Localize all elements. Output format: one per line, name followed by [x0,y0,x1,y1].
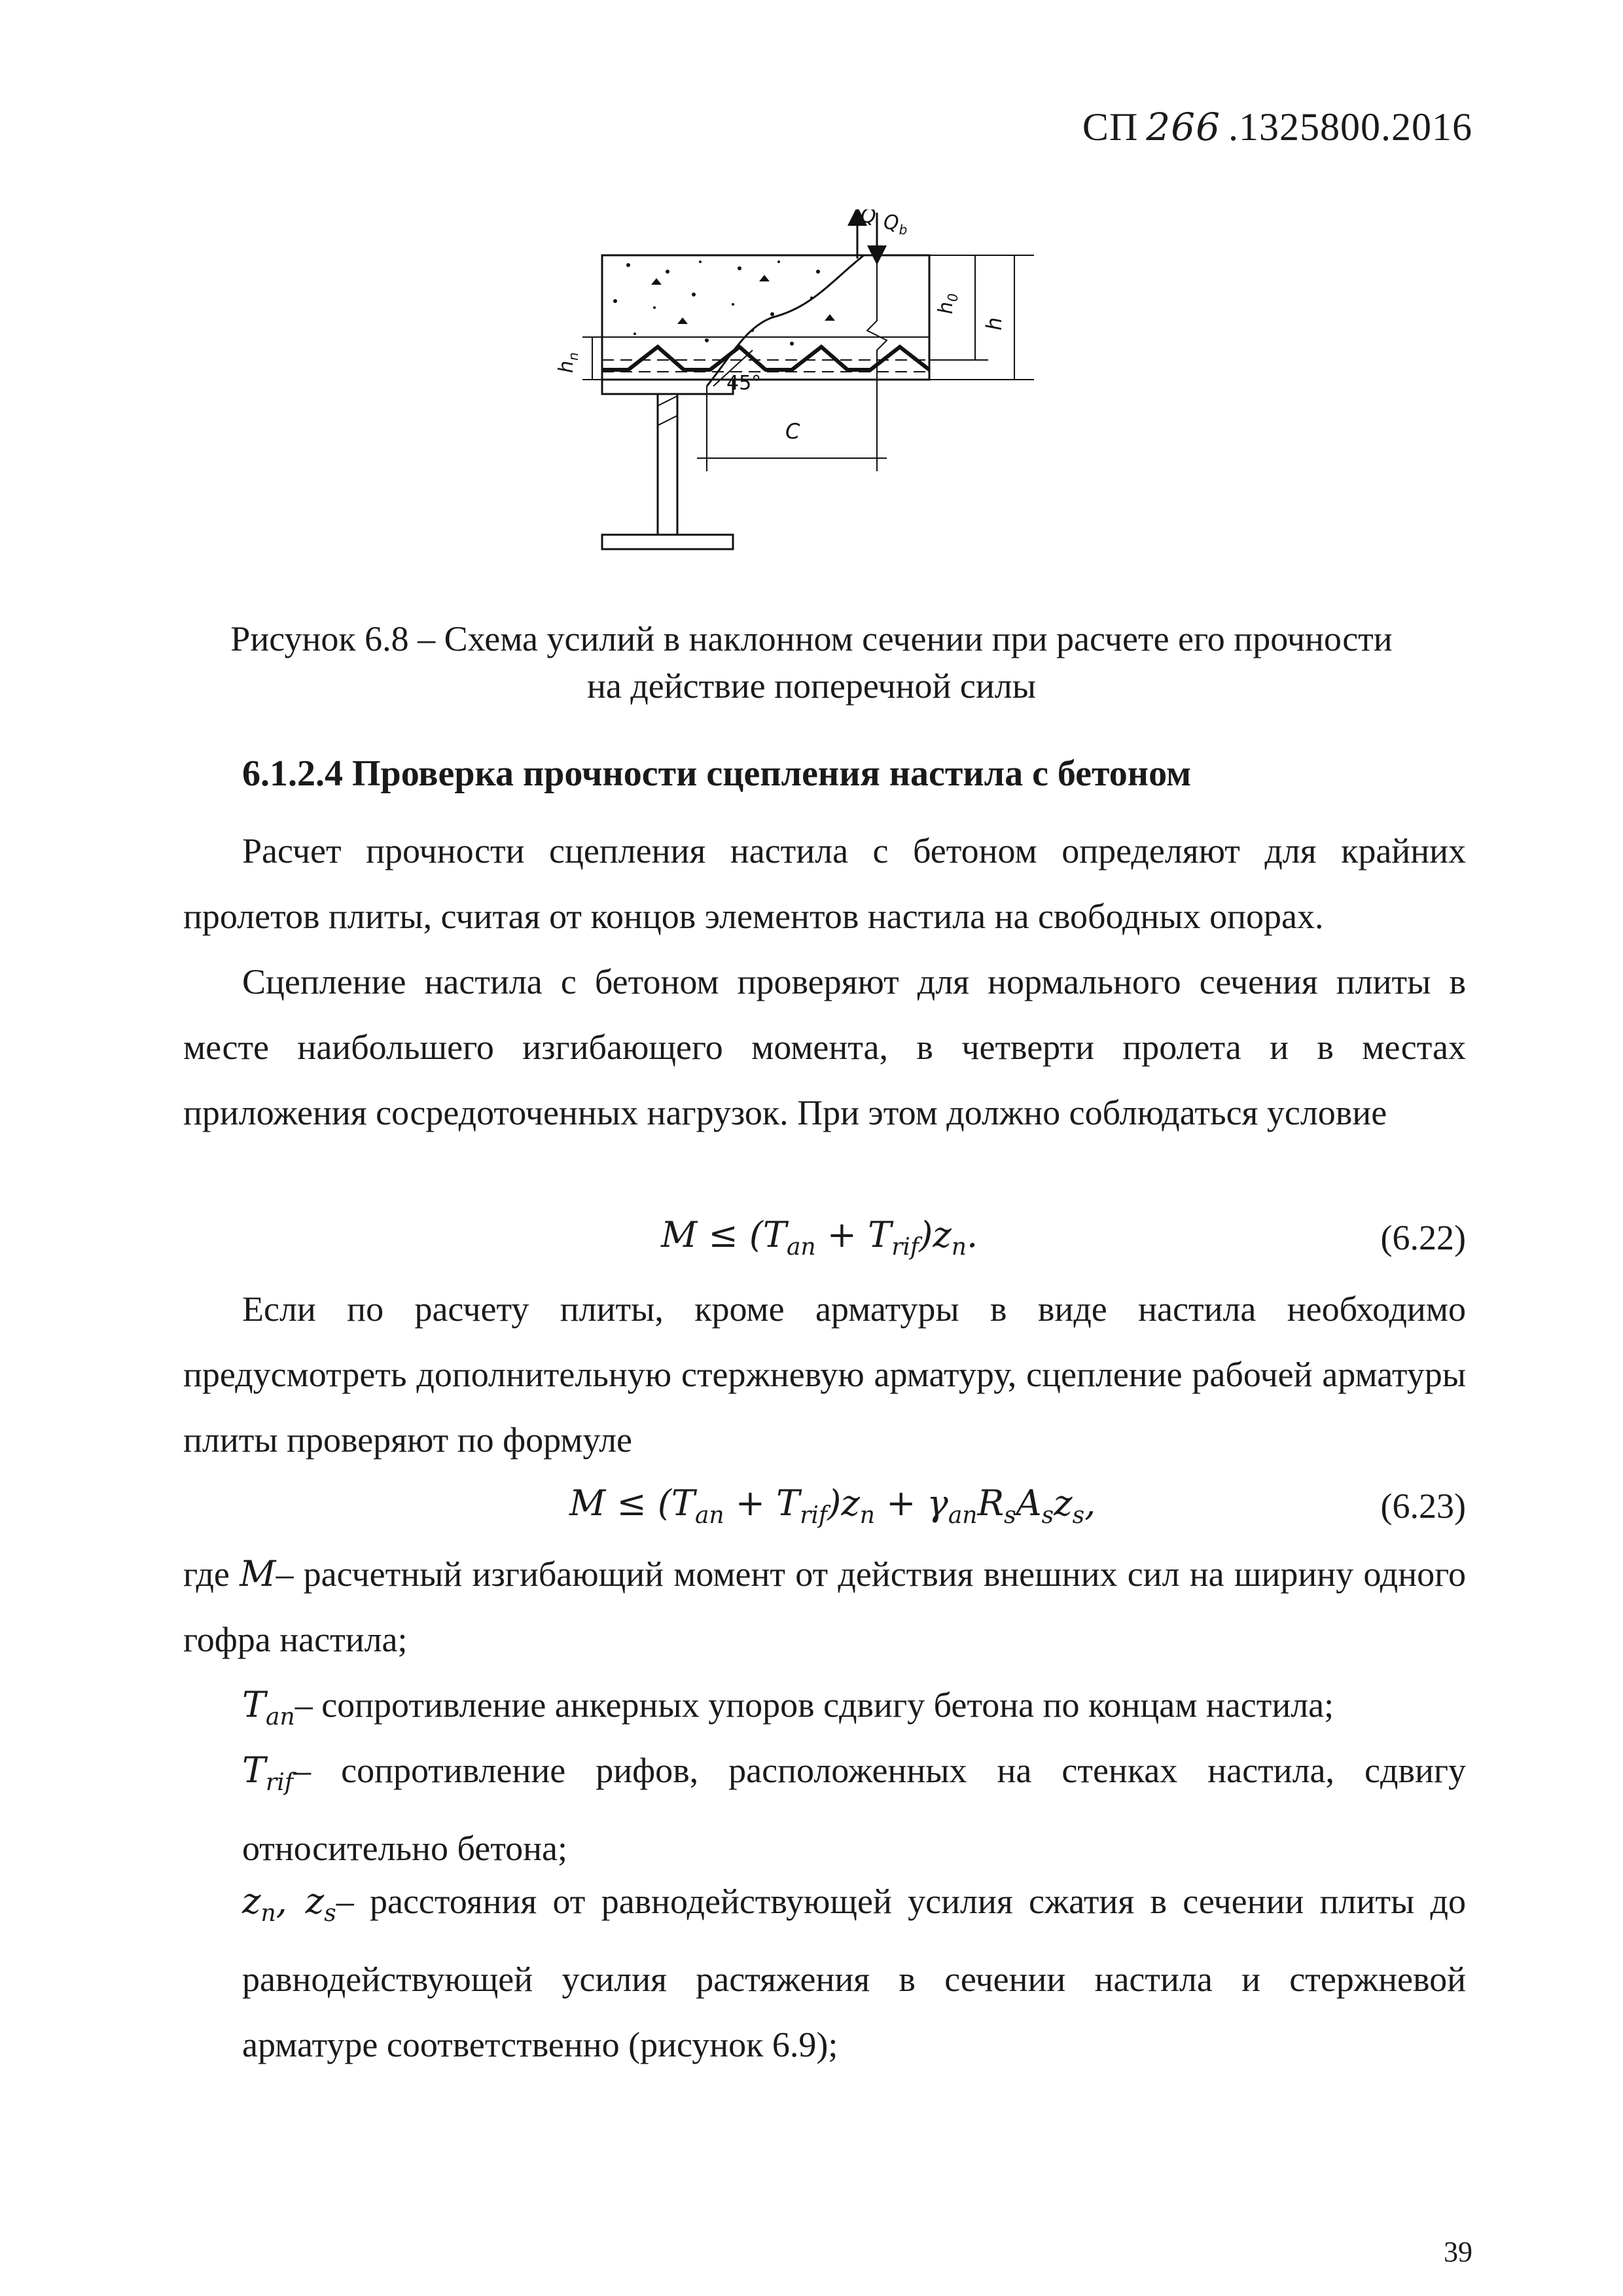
page-number: 39 [1444,2236,1472,2268]
figure-6-8 [537,209,1034,605]
paragraph-3 [183,1276,1466,1473]
equation-number-6-22: (6.22) [1380,1218,1466,1257]
symbol-zn-zs: $z_n$, $z_s$ [242,1880,336,1927]
equation-number-6-23: (6.23) [1380,1486,1466,1526]
definition-tan: $T_{an}-$ сопротивление анкерных упоров сдвигу бетона по концам настила; [242,1684,1334,1731]
definition-zn-zs: $z_n$, $z_s-$ расстояния от равнодействующей усилия сжатия в сечении плиты до равнодействующей усилия растяжения в сечении настила и стержневой арматуре соответственно (рисунок 6.9); [242,1880,1466,2064]
symbol-tan: $T_{an}$ [242,1684,295,1731]
inclined-section-diagram [537,209,1034,602]
label-h: h [982,317,1007,331]
corrugated-deck [602,347,929,370]
paragraph-2 [183,949,1466,1145]
label-qb: $Q_b$ [883,211,908,238]
symbol-m: M [240,1553,276,1594]
definition-m: где M– расчетный изгибающий момент от действия внешних сил на ширину одного гофра настила; [183,1553,1466,1659]
handwritten-number: 266 [1146,105,1221,149]
figure-caption [131,615,1492,709]
inclined-crack [707,255,864,386]
code-prefix: СП [1082,105,1139,149]
label-hn: $h_n$ [555,352,581,373]
label-h0: $h_0$ [935,293,961,314]
paragraph-2-text: Сцепление настила с бетоном проверяют для нормального сечения плиты в месте наибольшего изгибающего момента, в четверти пролета и в местах приложения сосредоточенных нагрузок. При этом должно соблюдаться условие [183,962,1466,1132]
paragraph-3-text: Если по расчету плиты, кроме арматуры в виде настила необходимо предусмотреть дополнительную стержневую арматуру, сцепление рабочей арматуры плиты проверяют по формуле [183,1289,1466,1460]
definition-trif: $T_{rif}-$ сопротивление рифов, расположенных на стенках настила, сдвигу относительно бетона; [242,1749,1466,1868]
symbol-trif: $T_{rif}$ [242,1749,294,1796]
code-suffix: .1325800.2016 [1228,105,1472,149]
label-c: C [785,419,800,444]
caption-line-1: Рисунок 6.8 – Схема усилий в наклонном сечении при расчете его прочности [230,619,1393,658]
caption-line-2: на действие поперечной силы [586,666,1037,706]
document-code-header [1082,105,1472,150]
equation-6-22: $M \le (T_{an} + T_{rif})z_n$. [661,1214,978,1261]
equation-6-23: $M \le (T_{an} + T_{rif})z_n + \gamma_{an}R_sA_sz_s$, [569,1482,1096,1529]
concrete-hatch [613,260,835,346]
paragraph-1 [183,818,1466,949]
beam-bottom-flange [602,535,733,549]
paragraph-1-text: Расчет прочности сцепления настила с бетоном определяют для крайних пролетов плиты, считая от концов элементов настила на свободных опорах. [183,831,1466,936]
beam-web [658,394,677,535]
beam-top-flange [602,380,733,394]
angle-label: 45° [726,372,762,395]
label-q: Q [861,209,876,228]
section-heading: 6.1.2.4 Проверка прочности сцепления настила с бетоном [242,753,1192,794]
